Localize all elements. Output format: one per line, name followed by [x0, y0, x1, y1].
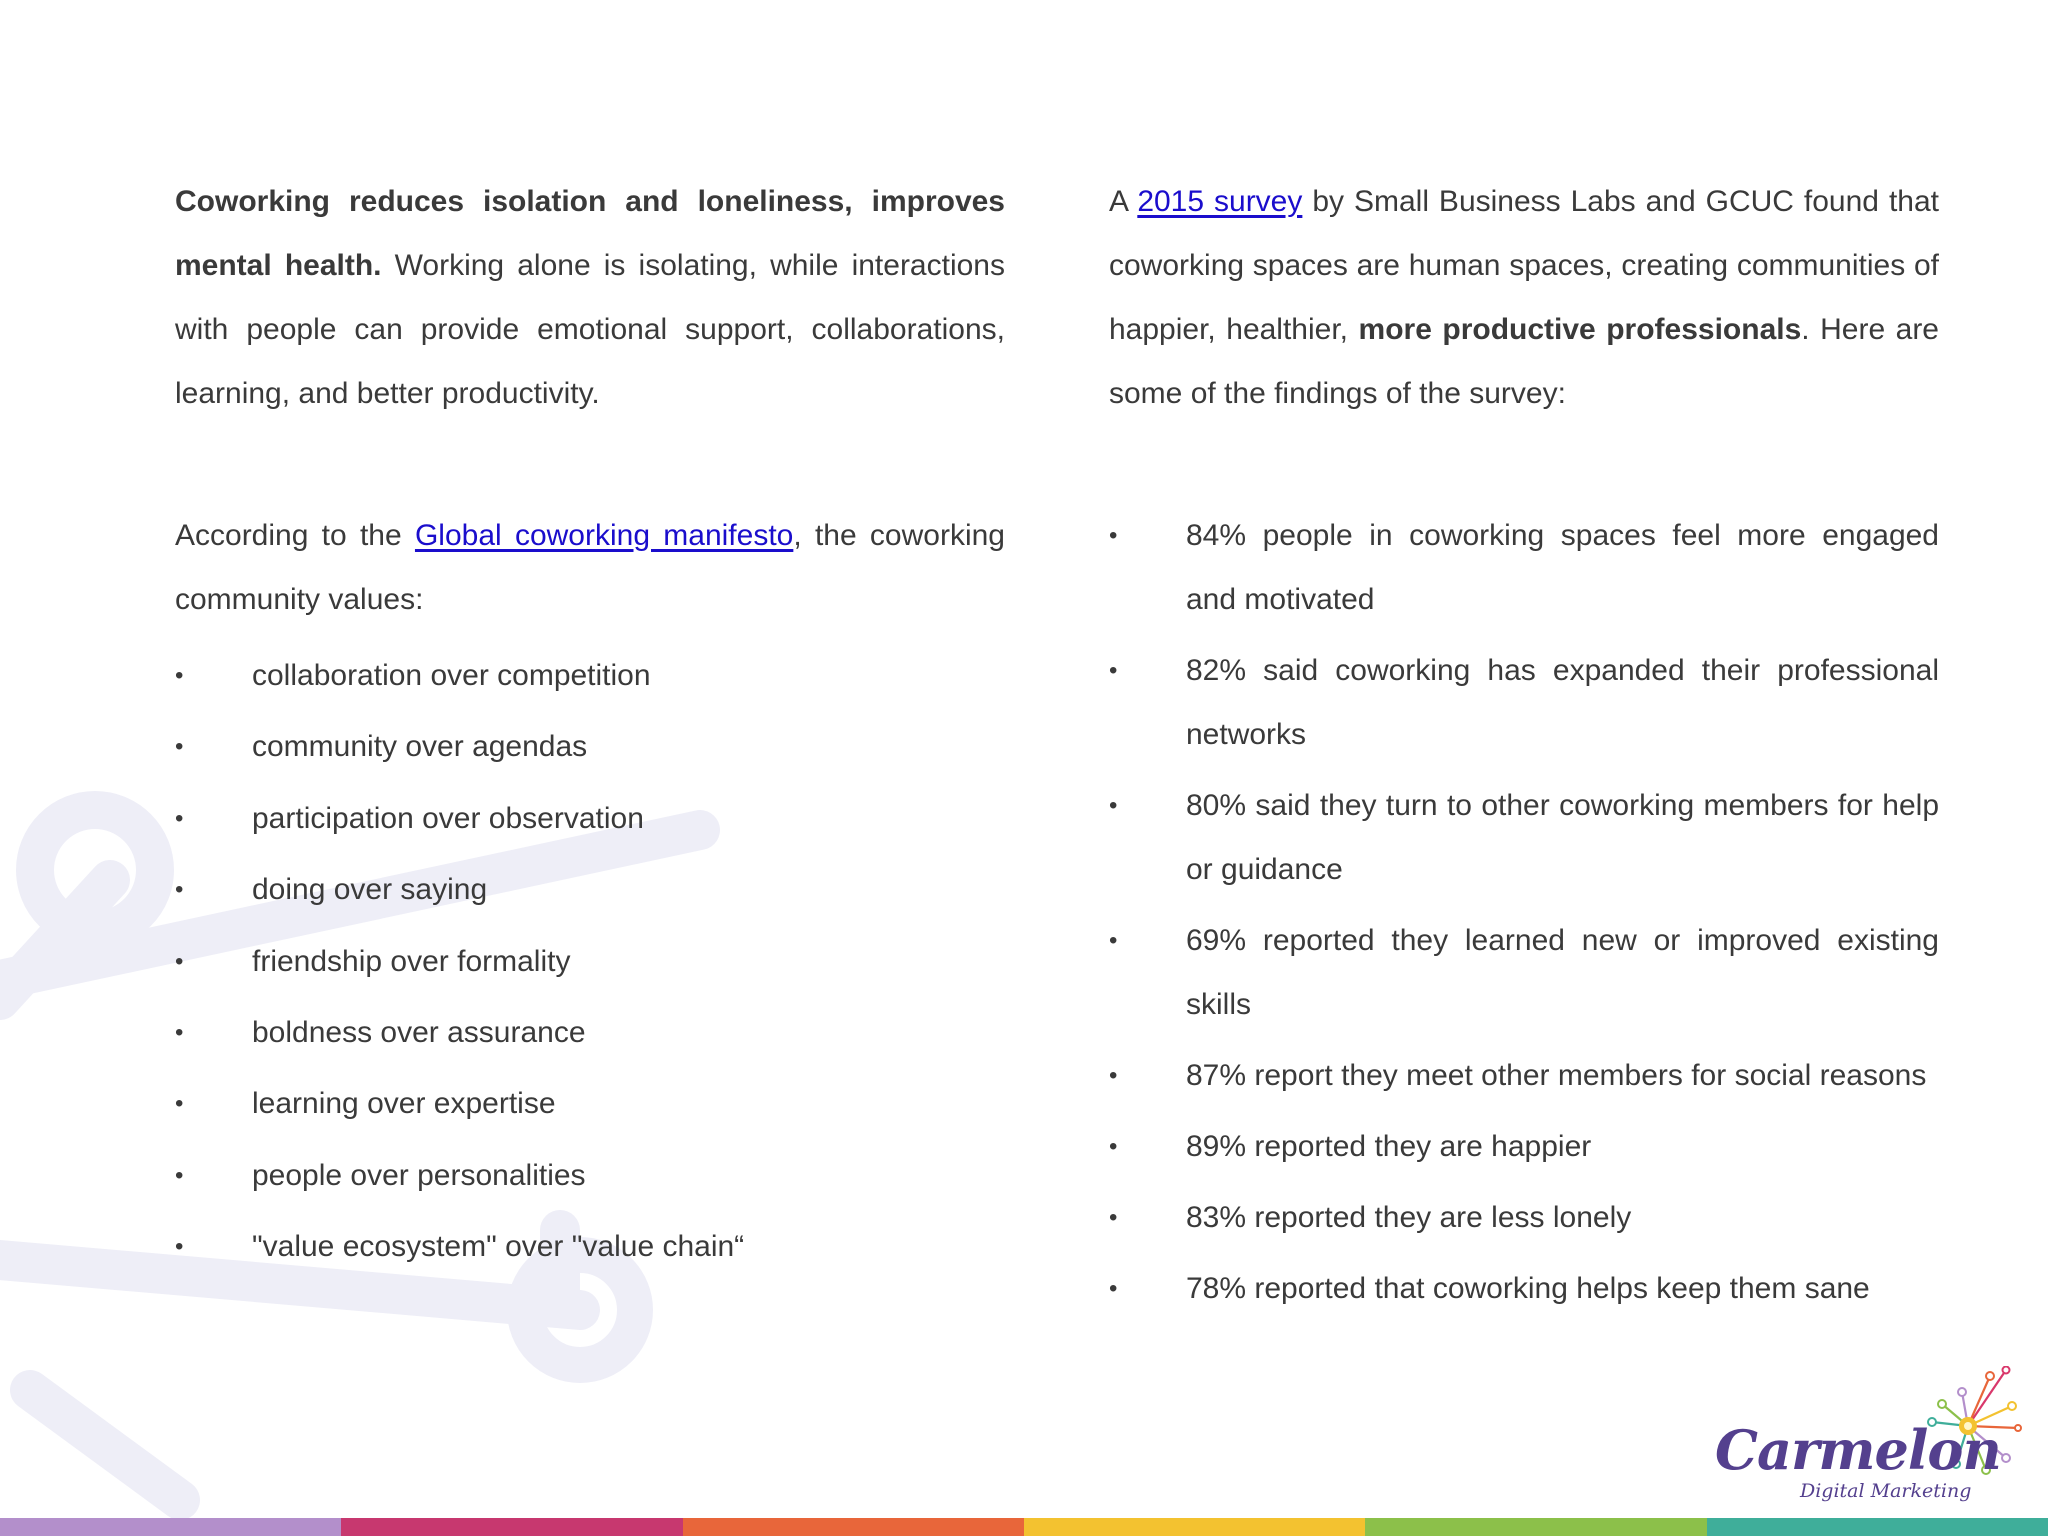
survey-findings-list: [1109, 504, 1939, 1328]
bullet-icon: •: [1109, 1204, 1118, 1231]
list-item: [175, 926, 1005, 997]
list-item-text: 78% reported that coworking helps keep them sane: [1186, 1272, 1870, 1305]
logo-tagline: Digital Marketing: [1800, 1480, 1972, 1502]
logo-name: Carmelon: [1715, 1418, 2001, 1482]
list-item-text: 80% said they turn to other coworking members for help or guidance: [1186, 789, 1939, 886]
list-item-text: doing over saying: [252, 873, 488, 907]
survey-intro-c: . Here are some of the findings of the survey:: [1109, 313, 1939, 410]
bullet-icon: •: [1109, 1133, 1118, 1160]
list-item-text: participation over observation: [252, 801, 644, 835]
bullet-icon: •: [1109, 522, 1118, 549]
bullet-icon: •: [175, 1019, 184, 1047]
list-item-text: people over personalities: [252, 1158, 586, 1192]
manifesto-lead-suffix: , the coworking community values:: [175, 519, 1005, 616]
list-item-text: friendship over formality: [252, 944, 571, 978]
list-item: [1109, 639, 1939, 767]
bullet-icon: •: [1109, 927, 1118, 954]
color-bar-segment: [341, 1518, 682, 1536]
list-item: [175, 997, 1005, 1068]
list-item-text: 83% reported they are less lonely: [1186, 1201, 1632, 1234]
coworking-benefits-paragraph: [175, 170, 1005, 426]
list-item: [175, 640, 1005, 711]
list-item-text: collaboration over competition: [252, 659, 651, 692]
list-item: [1109, 1115, 1939, 1179]
list-item-text: 82% said coworking has expanded their professional networks: [1186, 654, 1939, 751]
bullet-icon: •: [175, 804, 184, 832]
list-item: [1109, 1044, 1939, 1108]
list-item-text: boldness over assurance: [252, 1016, 586, 1050]
2015-survey-link[interactable]: 2015 survey: [1137, 185, 1303, 218]
list-item: [1109, 909, 1939, 1037]
list-item: [175, 1068, 1005, 1139]
list-item: [1109, 1257, 1939, 1321]
color-bar-segment: [1024, 1518, 1365, 1536]
manifesto-lead-paragraph: [175, 504, 1005, 632]
survey-intro-a: A: [1109, 185, 1138, 218]
color-bar-segment: [683, 1518, 1024, 1536]
survey-intro-b: by Small Business Labs and GCUC found that coworking spaces are human spaces, creating communities of happier, healthier,: [1109, 185, 1939, 346]
color-bar-segment: [1707, 1518, 2048, 1536]
list-item-text: 89% reported they are happier: [1186, 1130, 1592, 1163]
carmelon-logo: [1712, 1366, 2032, 1516]
bullet-icon: •: [175, 876, 184, 904]
list-item: [175, 711, 1005, 782]
list-item: [1109, 504, 1939, 632]
community-values-list: [175, 640, 1005, 1283]
list-item-text: community over agendas: [252, 730, 588, 764]
bullet-icon: •: [175, 1233, 184, 1261]
list-item: [175, 854, 1005, 925]
global-coworking-manifesto-link[interactable]: Global coworking manifesto: [414, 519, 794, 552]
survey-intro-bold: more productive professionals: [1358, 313, 1802, 346]
bullet-icon: •: [175, 947, 184, 975]
list-item: [175, 1140, 1005, 1211]
manifesto-lead-prefix: According to the: [175, 519, 415, 552]
list-item: [175, 1211, 1005, 1282]
bullet-icon: •: [175, 1090, 184, 1118]
list-item-text: 87% report they meet other members for social reasons: [1186, 1059, 1927, 1092]
benefits-text: Working alone is isolating, while interactions with people can provide emotional support, collaborations, learning, and better productivity.: [175, 249, 1005, 410]
list-item-text: "value ecosystem" over "value chain“: [252, 1230, 745, 1264]
bottom-color-bar: [0, 1518, 2048, 1536]
bullet-icon: •: [175, 733, 184, 761]
list-item: [1109, 1186, 1939, 1250]
list-item-text: learning over expertise: [252, 1087, 556, 1121]
list-item-text: 84% people in coworking spaces feel more engaged and motivated: [1186, 519, 1939, 616]
bullet-icon: •: [1109, 657, 1118, 684]
survey-intro-paragraph: [1109, 170, 1939, 426]
list-item-text: 69% reported they learned new or improved existing skills: [1186, 924, 1939, 1021]
color-bar-segment: [0, 1518, 341, 1536]
list-item: [1109, 774, 1939, 902]
bullet-icon: •: [175, 1161, 184, 1189]
benefits-heading: Coworking reduces isolation and loneliness, improves mental health.: [175, 185, 1005, 282]
bullet-icon: •: [1109, 792, 1118, 819]
bullet-icon: •: [1109, 1275, 1118, 1302]
bullet-icon: •: [175, 662, 184, 689]
bullet-icon: •: [1109, 1062, 1118, 1089]
color-bar-segment: [1365, 1518, 1706, 1536]
list-item: [175, 783, 1005, 854]
